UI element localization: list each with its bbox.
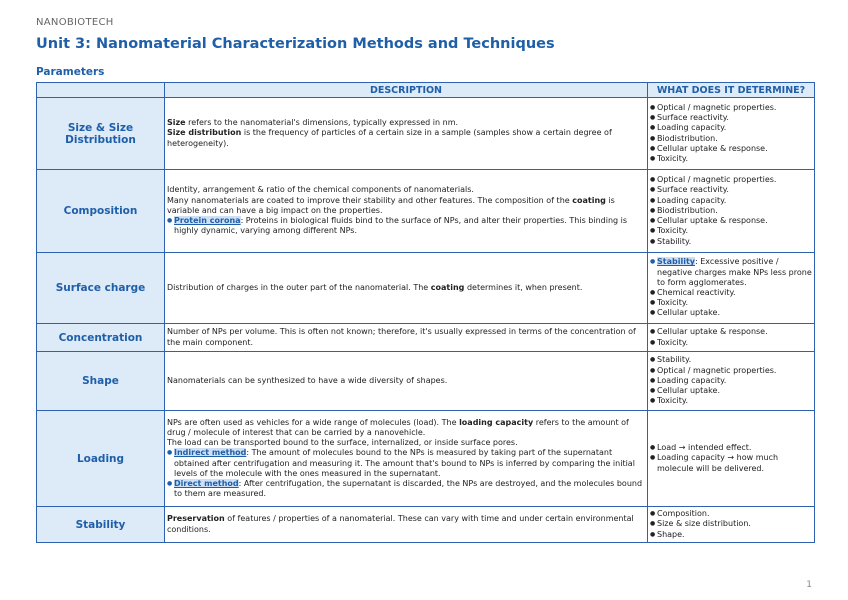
table-row xyxy=(37,170,815,253)
indirect-method-text: : The amount of molecules bound to the NPs is measured by taking part of the supernatant obtained after centrifugation and measuring it. The amount that's bound to NPs is inferred by comparing the initial levels of the molecule with the ones measured in the supernatant. xyxy=(174,448,635,478)
list-item: ● Toxicity. xyxy=(650,154,812,164)
concentration-text: Number of NPs per volume. This is often not known; therefore, it's usually expressed in terms of the concentration of the main component. xyxy=(167,327,636,347)
table-row xyxy=(37,411,815,507)
indirect-method-term: Indirect method xyxy=(174,448,247,458)
list-item: ● Toxicity. xyxy=(650,338,812,348)
list-item: ● Biodistribution. xyxy=(650,206,812,216)
table-header-row xyxy=(37,83,815,98)
list-item: ● Toxicity. xyxy=(650,396,812,406)
desc-stability xyxy=(165,507,648,543)
list-item: ● Stability. xyxy=(650,355,812,365)
desc-surface-charge xyxy=(165,253,648,324)
protein-corona-text: : Proteins in biological fluids bind to the surface of NPs, and alter their properties. This binding is highly dynamic, varying among different NPs. xyxy=(174,216,628,236)
size-term: Size xyxy=(167,118,186,128)
det-size xyxy=(648,98,815,170)
list-item: ● Chemical reactivity. xyxy=(650,288,812,298)
param-stability: Stability xyxy=(37,507,165,543)
table-row xyxy=(37,253,815,324)
list-item: ● Cellular uptake. xyxy=(650,308,812,318)
param-size: Size & Size Distribution xyxy=(37,98,165,170)
table-row xyxy=(37,98,815,170)
table-row xyxy=(37,324,815,352)
shape-text: Nanomaterials can be synthesized to have a wide diversity of shapes. xyxy=(167,375,448,385)
desc-size xyxy=(165,98,648,170)
list-item: ● Toxicity. xyxy=(650,226,812,236)
list-item: ● Stability. xyxy=(650,237,812,247)
list-item: ● Shape. xyxy=(650,530,812,540)
det-stability xyxy=(648,507,815,543)
direct-method-text: : After centrifugation, the supernatant is discarded, the NPs are destroyed, and the molecules bound to them are measured. xyxy=(174,478,643,499)
desc-shape xyxy=(165,352,648,411)
size-distribution-term: Size distribution xyxy=(167,128,242,138)
size-distribution-text: is the frequency of particles of a certain size in a sample (samples show a certain degree of heterogeneity). xyxy=(167,128,612,148)
param-shape: Shape xyxy=(37,352,165,411)
coating-term: coating xyxy=(572,195,606,205)
list-item: ● Cellular uptake & response. xyxy=(650,216,812,226)
desc-composition xyxy=(165,170,648,253)
direct-method-term: Direct method xyxy=(174,478,239,488)
size-text: refers to the nanomaterial's dimensions, typically expressed in nm. xyxy=(185,118,459,128)
section-subtitle: Parameters xyxy=(36,66,105,78)
desc-loading xyxy=(165,411,648,507)
loading-transport-text: The load can be transported bound to the surface, internalized, or inside surface pores. xyxy=(167,438,518,448)
desc-concentration xyxy=(165,324,648,352)
stability-term: Stability xyxy=(657,257,695,267)
param-loading: Loading xyxy=(37,411,165,507)
table-row xyxy=(37,352,815,411)
list-item: ● Size & size distribution. xyxy=(650,519,812,529)
charge-text: Distribution of charges in the outer part of the nanomaterial. The xyxy=(167,282,431,292)
loading-capacity-term: loading capacity xyxy=(459,417,534,427)
list-item: ● Cellular uptake. xyxy=(650,386,812,396)
list-item: ● Cellular uptake & response. xyxy=(650,144,812,154)
header-description: DESCRIPTION xyxy=(165,83,648,98)
list-item: ● Surface reactivity. xyxy=(650,113,812,123)
det-composition xyxy=(648,170,815,253)
table-row xyxy=(37,507,815,543)
parameters-table xyxy=(36,82,815,543)
charge-coating-term: coating xyxy=(430,282,465,292)
param-surface-charge: Surface charge xyxy=(37,253,165,324)
loading-text-tail: refers to the amount of drug / molecule of interest that can be carried by a nanovehicle. xyxy=(167,417,629,437)
composition-line-1: Identity, arrangement & ratio of the chemical components of nanomaterials. xyxy=(167,185,474,195)
list-item: ● Loading capacity. xyxy=(650,196,812,206)
list-item: ● Composition. xyxy=(650,509,812,519)
list-item: ● Loading capacity → how much molecule will be delivered. xyxy=(650,453,812,473)
det-concentration xyxy=(648,324,815,352)
list-item: ● Biodistribution. xyxy=(650,134,812,144)
charge-text-tail: determines it, when present. xyxy=(464,282,583,292)
list-item: ● Toxicity. xyxy=(650,298,812,308)
protein-corona-term: Protein corona xyxy=(174,216,241,226)
document-header-label: NANOBIOTECH xyxy=(36,17,114,28)
page-number: 1 xyxy=(806,580,812,590)
loading-text: NPs are often used as vehicles for a wide range of molecules (load). The xyxy=(167,417,460,427)
preservation-text: of features / properties of a nanomaterial. These can vary with time and under certain environmental conditions. xyxy=(167,514,634,534)
list-item: ● Load → intended effect. xyxy=(650,443,812,453)
param-composition: Composition xyxy=(37,170,165,253)
det-shape xyxy=(648,352,815,411)
det-loading xyxy=(648,411,815,507)
param-concentration: Concentration xyxy=(37,324,165,352)
header-param xyxy=(37,83,165,98)
list-item: ● Loading capacity. xyxy=(650,123,812,133)
list-item: ● Optical / magnetic properties. xyxy=(650,175,812,185)
page-title: Unit 3: Nanomaterial Characterization Methods and Techniques xyxy=(36,36,555,52)
preservation-term: Preservation xyxy=(167,514,225,524)
list-item: ● Optical / magnetic properties. xyxy=(650,366,812,376)
list-item: ● Optical / magnetic properties. xyxy=(650,103,812,113)
stability-text: : Excessive positive / negative charges make NPs less prone to form agglomerates. xyxy=(657,257,812,287)
list-item: ● Cellular uptake & response. xyxy=(650,327,812,337)
header-determines: WHAT DOES IT DETERMINE? xyxy=(648,83,815,98)
list-item: ● Loading capacity. xyxy=(650,376,812,386)
det-surface-charge xyxy=(648,253,815,324)
composition-line-2: Many nanomaterials are coated to improve their stability and other features. The composition of the xyxy=(167,195,573,205)
list-item: ● Surface reactivity. xyxy=(650,185,812,195)
composition-line-2-tail: is variable and can have a big impact on the properties. xyxy=(167,195,615,215)
